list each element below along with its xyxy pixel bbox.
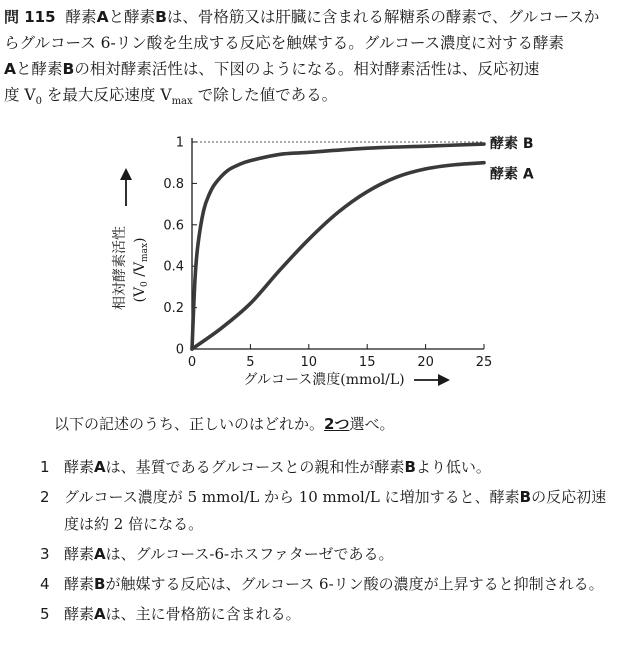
option-1[interactable]: 1 酵素Aは、基質であるグルコースとの親和性が酵素Bより低い。 [40, 458, 491, 476]
y-tick-label: 0.6 [163, 218, 184, 234]
y-tick-label: 0.8 [163, 176, 184, 192]
x-tick-label: 15 [358, 355, 376, 370]
prompt: 以下の記述のうち、正しいのはどれか。2つ選べ。 [54, 415, 395, 433]
question-number: 問 115 [4, 8, 56, 26]
x-tick-label: 5 [246, 355, 255, 370]
y-axis-sublabel: ($V_0$ $/V_{max}$) [132, 237, 150, 303]
y-axis-label: 相対酵素活性 [112, 226, 128, 310]
y-tick-label: 0 [175, 342, 184, 358]
option-2[interactable]: 2 グルコース濃度が 5 mmol/L から 10 mmol/L に増加すると、酵素Bの反応初速度は約 2 倍になる。 [40, 488, 607, 533]
x-arrow-head [438, 374, 450, 386]
options-list [40, 454, 608, 631]
x-tick-label: 25 [475, 355, 493, 370]
y-tick-label: 0.2 [163, 301, 184, 317]
option-4[interactable]: 4 酵素Bが触媒する反応は、グルコース 6-リン酸の濃度が上昇すると抑制される。 [40, 575, 604, 593]
x-tick-label: 20 [417, 355, 434, 370]
series-line-enzyme-a [192, 163, 484, 349]
x-tick-label: 10 [300, 355, 318, 370]
legend-enzyme-b: 酵素 B [490, 136, 534, 153]
y-arrow-head [120, 168, 132, 180]
legend-enzyme-a: 酵素 A [490, 166, 534, 183]
y-tick-label: 0.4 [163, 259, 184, 275]
question-text: 問 115 酵素Aと酵素Bは、骨格筋又は肝臓に含まれる解糖系の酵素で、グルコースか らグルコース 6-リン酸を生成する反応を触媒する。グルコース濃度に対する酵素 Aと酵素Bの相対酵素活性は、下図のようになる。相対酵素活性は、反応初速 度 $V_0$ を最大反応速度 $V_{max}$ で除した値である。 [4, 8, 600, 108]
answer-count: 2つ [324, 415, 350, 433]
option-3[interactable]: 3 酵素Aは、グルコース-6-ホスファターゼである。 [40, 545, 394, 563]
y-tick-label: 1 [175, 135, 184, 151]
x-tick-label: 0 [187, 355, 197, 370]
option-5[interactable]: 5 酵素Aは、主に骨格筋に含まれる。 [40, 605, 301, 623]
x-axis-label: グルコース濃度(mmol/L) [243, 372, 405, 388]
